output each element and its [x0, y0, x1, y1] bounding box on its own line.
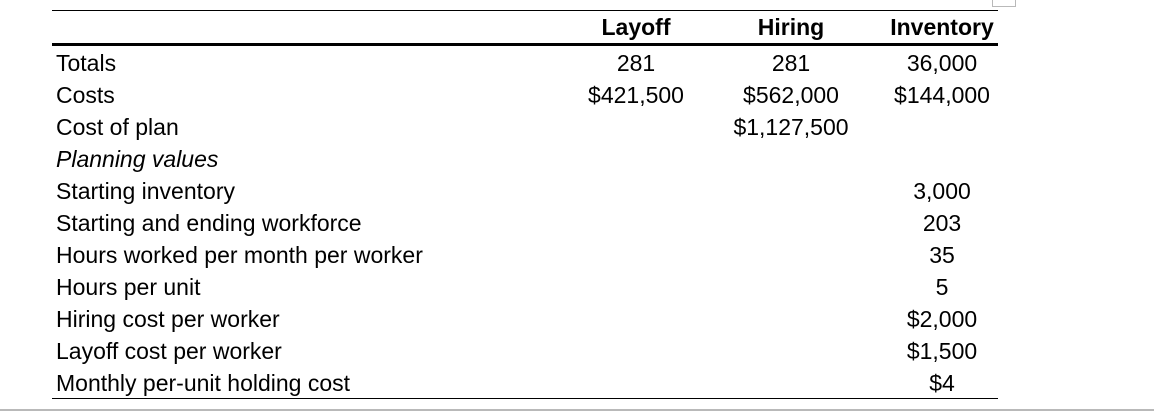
- frame-bottom-border: [0, 409, 1154, 411]
- cost-of-plan-value: $1,127,500: [733, 114, 849, 140]
- column-header-layoff: Layoff: [601, 14, 671, 40]
- layoff-cost-per-worker-value: $1,500: [906, 338, 978, 364]
- hours-per-month-per-worker-value: 35: [929, 242, 955, 268]
- starting-ending-workforce-value: 203: [922, 210, 962, 236]
- starting-inventory-value: 3,000: [913, 178, 971, 204]
- row-label-starting-ending-workforce: Starting and ending workforce: [56, 210, 362, 236]
- costs-hiring-value: $562,000: [743, 82, 839, 108]
- row-label-costs: Costs: [56, 82, 115, 108]
- row-label-totals: Totals: [56, 50, 117, 76]
- table-top-rule: [52, 10, 998, 11]
- row-label-starting-inventory: Starting inventory: [56, 178, 235, 204]
- table-bottom-rule: [52, 398, 998, 399]
- row-label-monthly-holding-cost: Monthly per-unit holding cost: [56, 370, 351, 396]
- hours-per-unit-value: 5: [935, 274, 949, 300]
- row-label-hiring-cost-per-worker: Hiring cost per worker: [56, 306, 280, 332]
- section-heading-planning-values: Planning values: [56, 146, 219, 172]
- column-header-hiring: Hiring: [757, 14, 825, 40]
- costs-inventory-value: $144,000: [894, 82, 990, 108]
- row-label-hours-per-month-per-worker: Hours worked per month per worker: [56, 242, 423, 268]
- monthly-holding-cost-value: $4: [929, 370, 955, 396]
- row-label-cost-of-plan: Cost of plan: [56, 114, 179, 140]
- totals-hiring-value: 281: [771, 50, 811, 76]
- costs-layoff-value: $421,500: [588, 82, 684, 108]
- row-label-layoff-cost-per-worker: Layoff cost per worker: [56, 338, 282, 364]
- row-label-hours-per-unit: Hours per unit: [56, 274, 201, 300]
- totals-layoff-value: 281: [616, 50, 656, 76]
- column-header-inventory: Inventory: [890, 14, 994, 40]
- hiring-cost-per-worker-value: $2,000: [906, 306, 978, 332]
- totals-inventory-value: 36,000: [906, 50, 978, 76]
- header-underline-rule: [52, 43, 998, 46]
- scroll-corner-marker: [992, 0, 1016, 7]
